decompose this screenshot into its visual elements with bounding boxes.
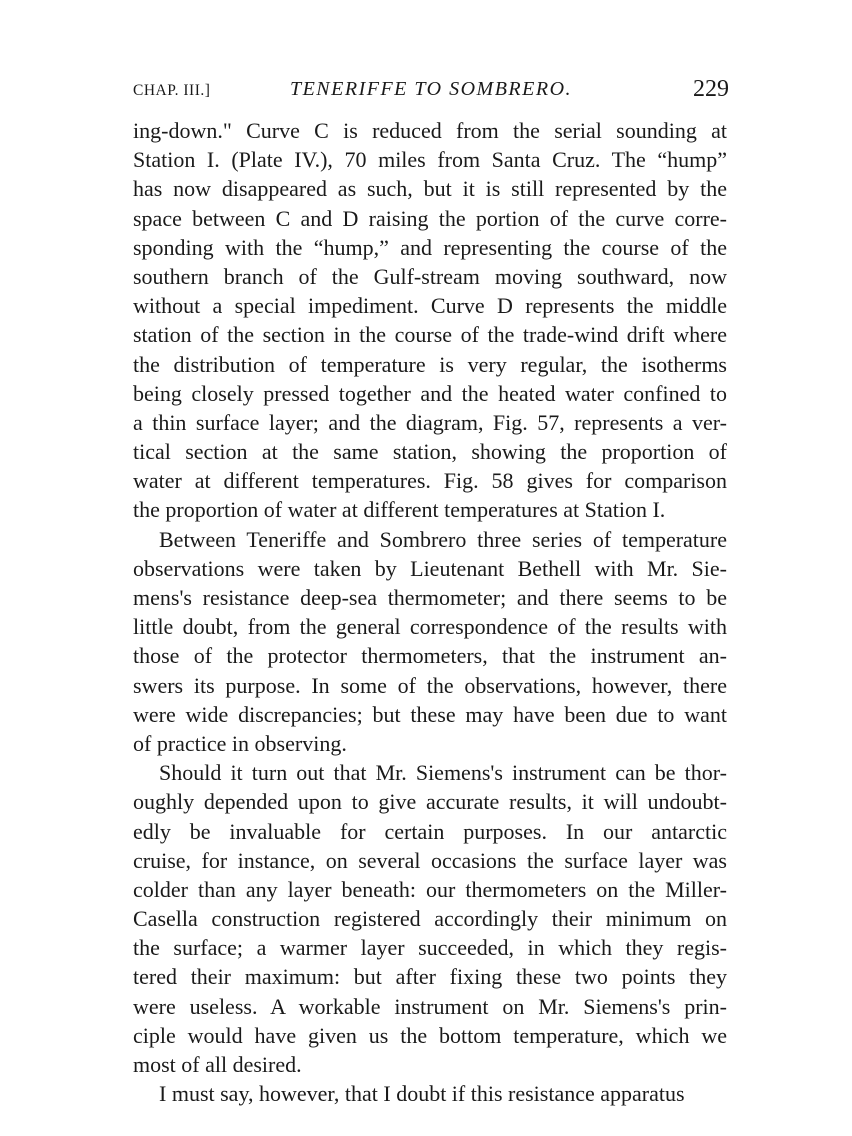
body-text — [133, 116, 727, 1108]
text-line: colder than any layer beneath: our thermometers on the Miller- — [133, 876, 727, 902]
chapter-label: CHAP. III.] — [133, 82, 211, 99]
paragraph — [133, 1079, 727, 1108]
text-line: were wide discrepancies; but these may have been due to want — [133, 701, 727, 727]
text-line: cruise, for instance, on several occasions the surface layer was — [133, 847, 727, 873]
paragraph — [133, 758, 727, 1079]
text-line: the surface; a warmer layer succeeded, in which they regis- — [133, 935, 727, 961]
text-line: space between C and D raising the portion of the curve corre- — [133, 205, 727, 231]
running-title: TENERIFFE TO SOMBRERO. — [289, 78, 573, 100]
running-header — [133, 76, 729, 110]
text-line: edly be invaluable for certain purposes. In our antarctic — [133, 818, 727, 844]
text-line: I must say, however, that I doubt if this resistance apparatus — [159, 1081, 685, 1107]
text-line: were useless. A workable instrument on Mr. Siemens's prin- — [133, 993, 727, 1019]
text-line: little doubt, from the general correspondence of the results with — [133, 614, 727, 640]
text-line: southern branch of the Gulf-stream moving southward, now — [133, 263, 727, 289]
text-line: being closely pressed together and the heated water confined to — [133, 380, 727, 406]
text-line: observations were taken by Lieutenant Bethell with Mr. Sie- — [133, 555, 727, 581]
text-line: swers its purpose. In some of the observations, however, there — [133, 672, 727, 698]
text-line: station of the section in the course of the trade-wind drift where — [133, 322, 727, 348]
text-line: has now disappeared as such, but it is still represented by the — [133, 176, 727, 202]
text-line: those of the protector thermometers, that the instrument an- — [133, 643, 727, 669]
text-line: tical section at the same station, showing the proportion of — [133, 439, 727, 465]
paragraph — [133, 525, 727, 759]
text-line: the distribution of temperature is very regular, the isotherms — [133, 351, 727, 377]
text-line: without a special impediment. Curve D represents the middle — [133, 293, 727, 319]
text-line: ing-down." Curve C is reduced from the serial sounding at — [133, 118, 727, 143]
text-line: oughly depended upon to give accurate results, it will undoubt- — [133, 789, 727, 815]
text-line: the proportion of water at different temperatures at Station I. — [133, 497, 666, 523]
text-line: Station I. (Plate IV.), 70 miles from Santa Cruz. The “hump” — [133, 147, 727, 173]
text-line: tered their maximum: but after fixing these two points they — [133, 964, 727, 990]
paragraph — [133, 116, 727, 525]
text-line: sponding with the “hump,” and representing the course of the — [133, 234, 727, 260]
text-line: most of all desired. — [133, 1052, 302, 1077]
text-line: Casella construction registered accordingly their minimum on — [133, 906, 727, 932]
text-line: water at different temperatures. Fig. 58 gives for comparison — [133, 468, 727, 494]
text-line: a thin surface layer; and the diagram, Fig. 57, represents a ver- — [133, 409, 727, 435]
text-line: Should it turn out that Mr. Siemens's instrument can be thor- — [159, 760, 727, 786]
text-line: mens's resistance deep-sea thermometer; and there seems to be — [133, 585, 727, 610]
page-number: 229 — [693, 76, 729, 102]
text-line: ciple would have given us the bottom temperature, which we — [133, 1022, 727, 1048]
text-line: of practice in observing. — [133, 730, 347, 756]
text-line: Between Teneriffe and Sombrero three series of temperature — [159, 526, 727, 552]
